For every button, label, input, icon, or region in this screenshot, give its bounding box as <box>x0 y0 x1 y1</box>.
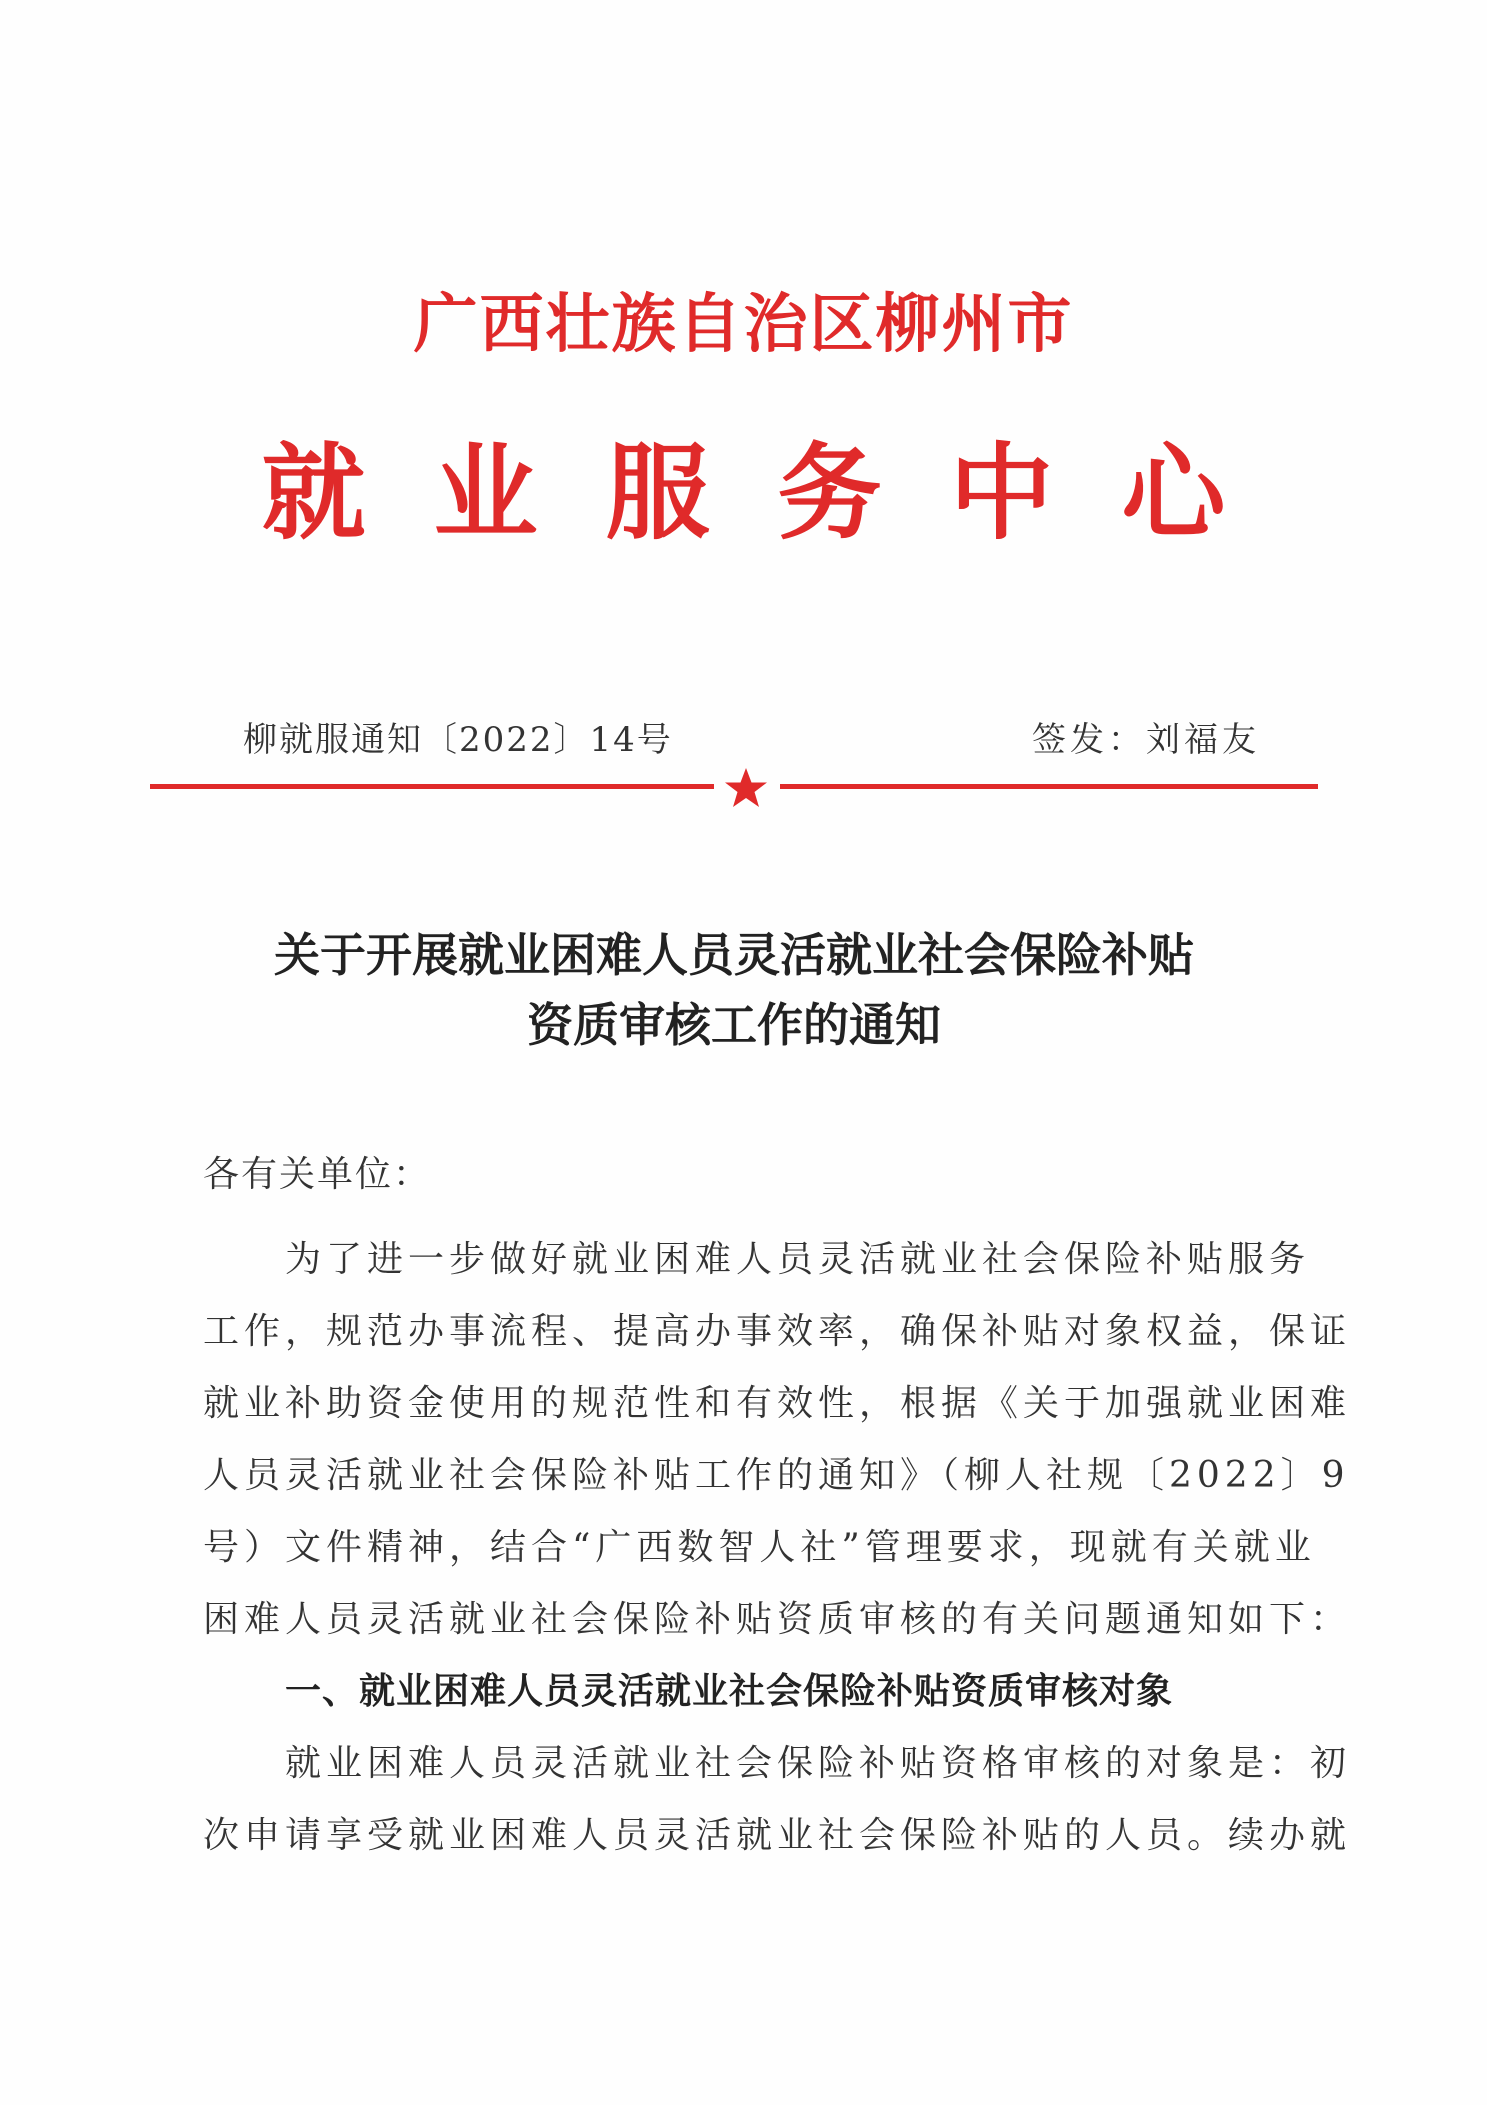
body-line: 号）文件精神，结合“广西数智人社”管理要求，现就有关就业 <box>203 1527 1316 1568</box>
body-line: 人员灵活就业社会保险补贴工作的通知》（柳人社规〔2022〕9 <box>203 1455 1350 1496</box>
section-heading: 一、就业困难人员灵活就业社会保险补贴资质审核对象 <box>285 1671 1174 1712</box>
issuing-region-name: 广西壮族自治区柳州市 <box>413 287 1074 362</box>
signer: 签发：刘福友 <box>1032 720 1260 760</box>
body-line: 困难人员灵活就业社会保险补贴资质审核的有关问题通知如下： <box>203 1599 1352 1640</box>
red-star-icon <box>718 766 774 810</box>
document-title <box>150 920 1318 1060</box>
document-number: 柳就服通知〔2022〕14号 <box>243 720 673 760</box>
issuing-organization-name: 就业服务中心 <box>261 431 1294 554</box>
body-line: 工作，规范办事流程、提高办事效率，确保补贴对象权益，保证 <box>203 1311 1352 1352</box>
body-line: 就业补助资金使用的规范性和有效性，根据《关于加强就业困难 <box>203 1383 1352 1424</box>
title-line-2: 资质审核工作的通知 <box>527 998 941 1052</box>
salutation: 各有关单位： <box>203 1154 432 1195</box>
red-divider-left <box>150 784 714 789</box>
red-divider-right <box>780 784 1318 789</box>
body-line: 为了进一步做好就业困难人员灵活就业社会保险补贴服务 <box>285 1239 1311 1280</box>
body-line: 就业困难人员灵活就业社会保险补贴资格审核的对象是：初 <box>285 1743 1352 1784</box>
body-line: 次申请享受就业困难人员灵活就业社会保险补贴的人员。续办就 <box>203 1815 1352 1856</box>
body-text <box>203 1224 1352 1872</box>
title-line-1: 关于开展就业困难人员灵活就业社会保险补贴 <box>274 928 1194 982</box>
